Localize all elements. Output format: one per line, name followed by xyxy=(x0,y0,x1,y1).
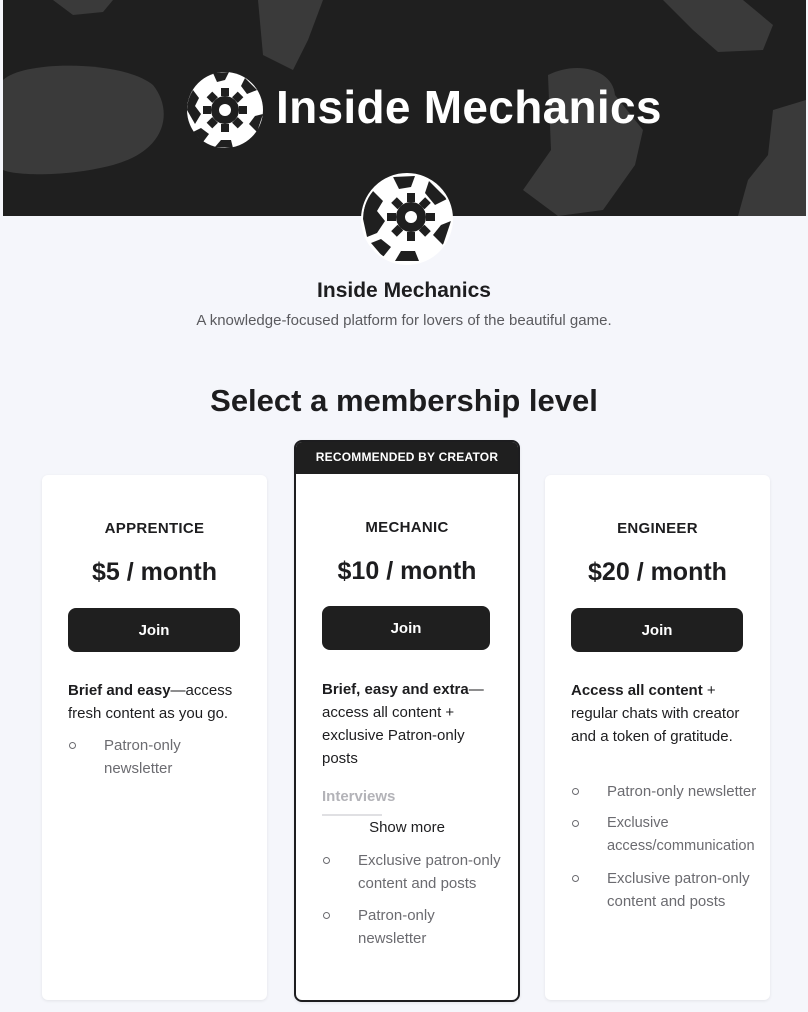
tier-card-apprentice xyxy=(42,475,267,1000)
gear-icon xyxy=(363,175,451,263)
show-more-link[interactable]: Show more xyxy=(369,819,445,836)
tier-name: MECHANIC xyxy=(365,519,449,536)
bullet-icon xyxy=(69,742,76,749)
tier-description-bold: Brief and easy xyxy=(68,682,171,699)
benefit-item xyxy=(571,867,770,913)
bullet-icon xyxy=(323,912,330,919)
tier-price: $5 / month xyxy=(91,558,217,586)
benefit-label: Exclusive patron-only content and posts xyxy=(607,870,750,910)
recommended-badge: RECOMMENDED BY CREATOR xyxy=(296,442,518,474)
bullet-icon xyxy=(572,820,579,827)
fade-overlay-line xyxy=(322,814,382,816)
tier-description xyxy=(571,679,746,748)
join-button-engineer[interactable]: Join xyxy=(571,608,743,652)
tier-description-bold: Brief, easy and extra xyxy=(322,681,469,698)
tier-description-bold: Access all content xyxy=(571,682,703,699)
creator-name: Inside Mechanics xyxy=(317,279,491,302)
tier-description xyxy=(322,678,497,770)
bullet-icon xyxy=(572,875,579,882)
tier-card-mechanic xyxy=(294,440,520,1002)
tier-description-rest: — access all content + exclusive Patron-only posts xyxy=(322,681,484,767)
benefit-label: Patron-only newsletter xyxy=(358,907,435,947)
banner-title: Inside Mechanics xyxy=(276,81,662,133)
tier-description-rest: + regular chats with creator and a token of gratitude. xyxy=(571,682,740,745)
benefit-item xyxy=(571,812,770,858)
tier-card-engineer xyxy=(545,475,770,1000)
bullet-icon xyxy=(323,857,330,864)
creator-description: A knowledge-focused platform for lovers of the beautiful game. xyxy=(196,312,612,329)
tier-price: $20 / month xyxy=(588,558,727,586)
tier-description xyxy=(68,679,248,725)
bullet-icon xyxy=(572,788,579,795)
benefit-item xyxy=(68,734,248,780)
benefit-item xyxy=(322,904,502,950)
benefit-preview-faded: Interviews xyxy=(322,788,396,805)
benefit-label: Exclusive patron-only content and posts xyxy=(358,852,501,892)
tier-name: ENGINEER xyxy=(617,520,698,537)
join-button-mechanic[interactable]: Join xyxy=(322,606,490,650)
tier-name: APPRENTICE xyxy=(104,520,205,537)
benefits-list xyxy=(571,780,770,922)
benefits-list xyxy=(68,734,248,789)
join-button-apprentice[interactable]: Join xyxy=(68,608,240,652)
creator-avatar[interactable] xyxy=(361,173,453,265)
benefit-item xyxy=(571,780,770,803)
tier-description-rest: —access fresh content as you go. xyxy=(68,682,233,722)
benefit-label: Exclusive access/communication xyxy=(607,815,755,854)
tier-price: $10 / month xyxy=(337,557,477,585)
membership-heading: Select a membership level xyxy=(210,383,598,418)
benefit-label: Patron-only newsletter xyxy=(104,737,181,777)
benefit-item xyxy=(322,849,502,895)
benefits-list xyxy=(322,849,502,959)
benefit-label: Patron-only newsletter xyxy=(607,783,757,800)
gear-icon xyxy=(185,70,265,150)
